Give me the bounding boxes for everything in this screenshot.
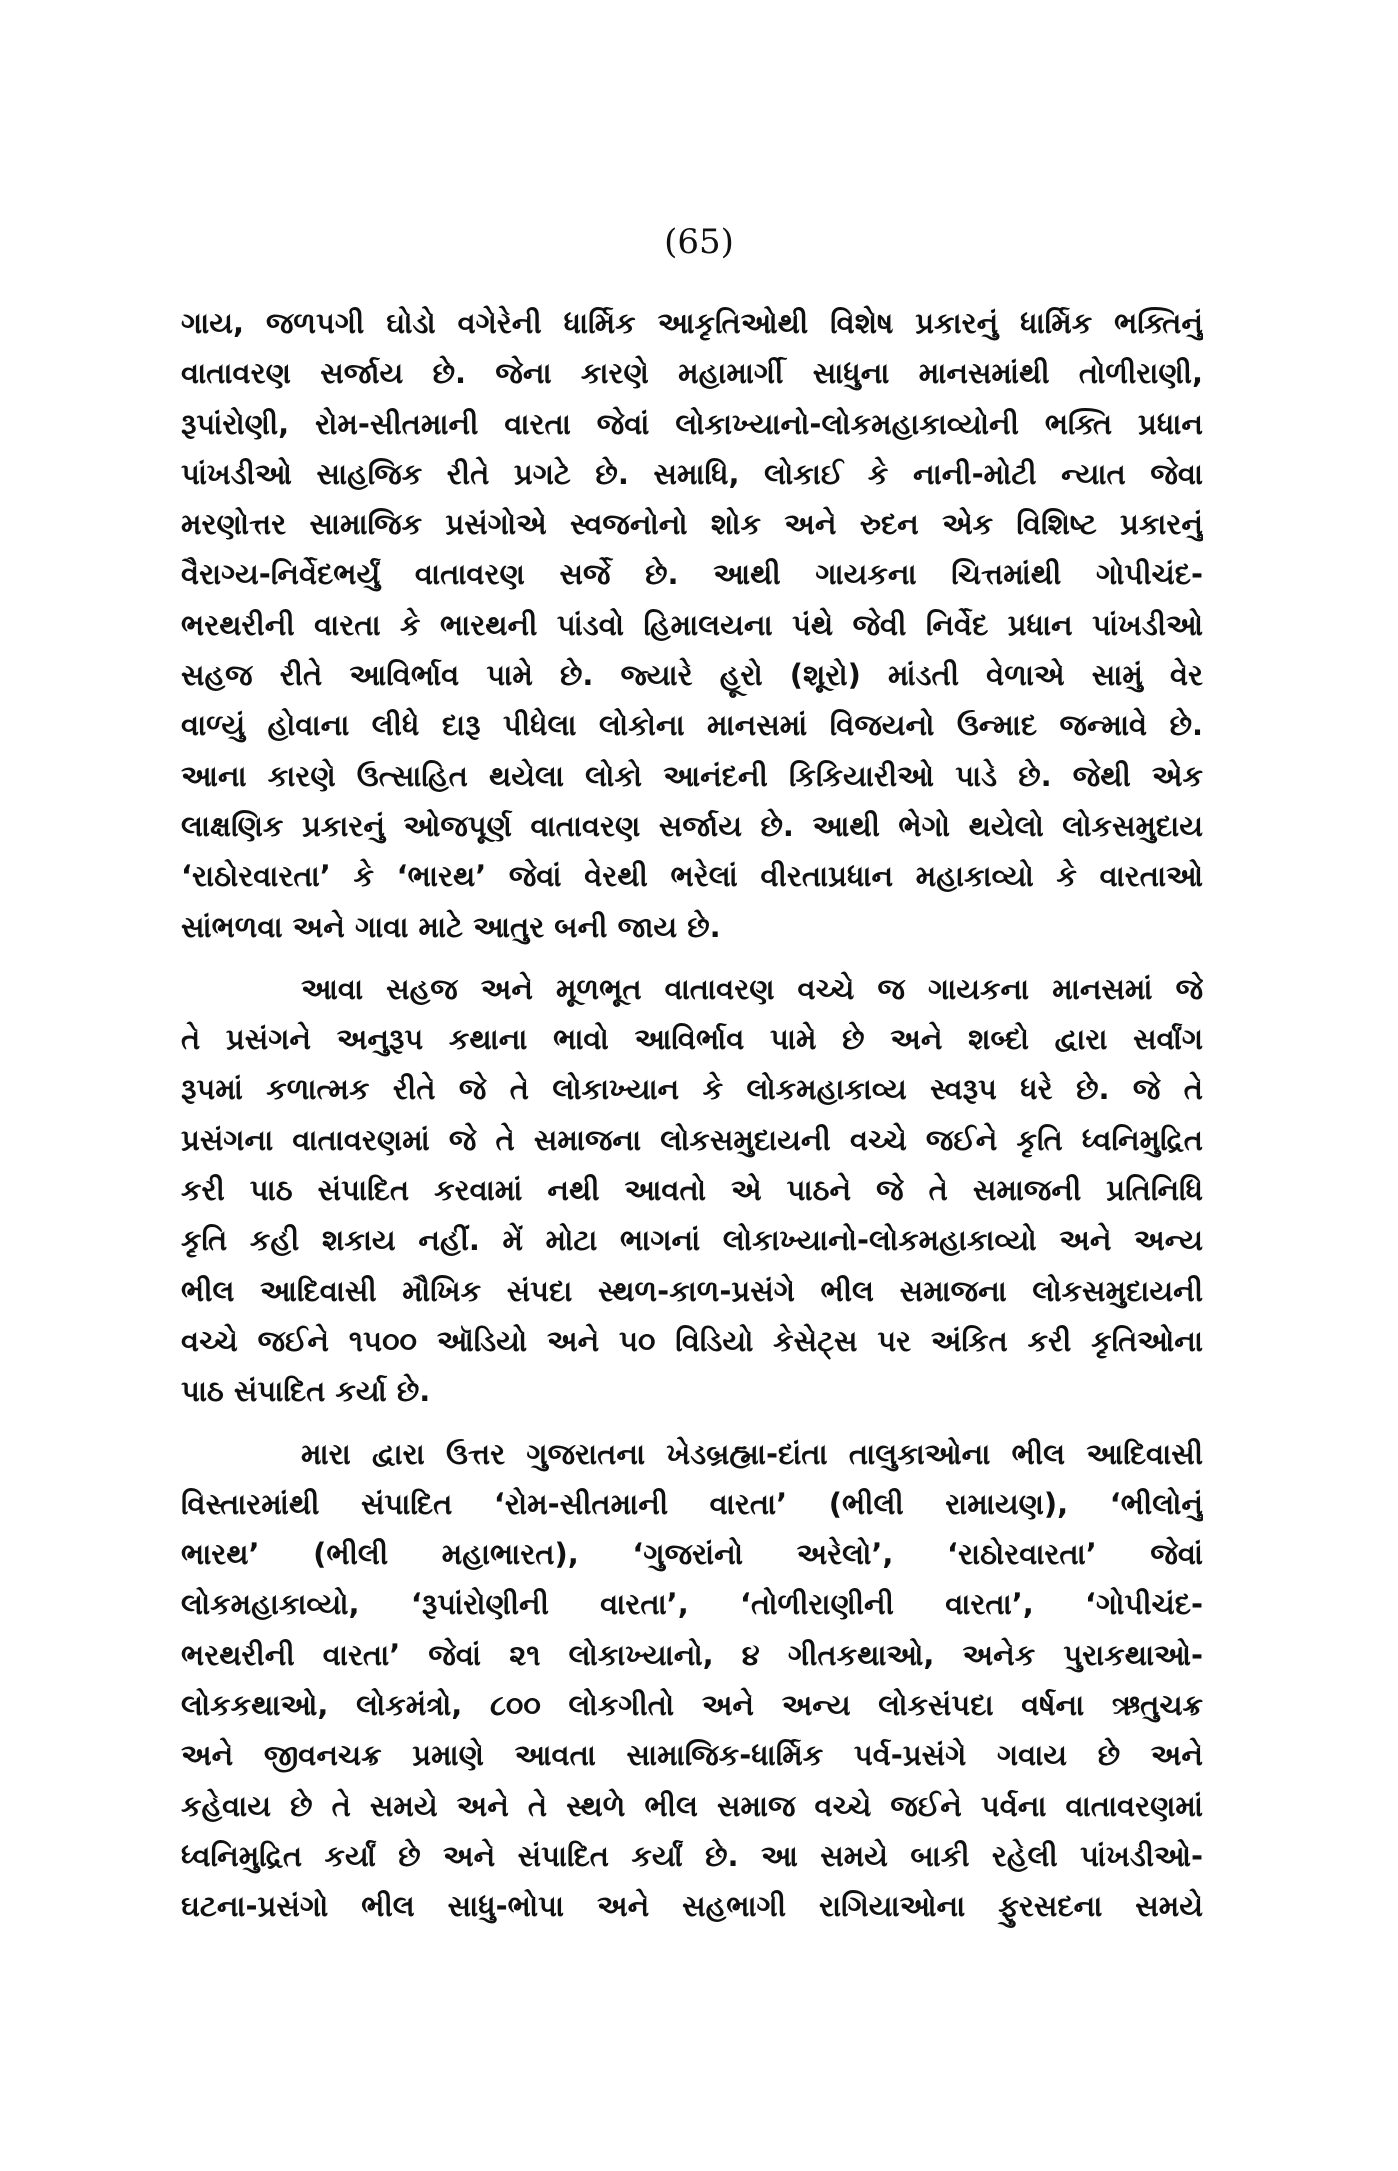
paragraph-line: ભીલ આદિવાસી મૌખિક સંપદા સ્થળ-કાળ-પ્રસંગે ભીલ સમાજના લોકસમુદાયની	[181, 1273, 1203, 1308]
paragraph-line: ભરથરીની વારતા’ જેવાં ૨૧ લોકાખ્યાનો, ૪ ગીતકથાઓ, અનેક પુરાકથાઓ-	[181, 1637, 1203, 1672]
paragraph-line: પ્રસંગના વાતાવરણમાં જે તે સમાજના લોકસમુદાયની વચ્ચે જઈને કૃતિ ધ્વનિમુદ્રિત	[181, 1122, 1203, 1157]
paragraph-line: કરી પાઠ સંપાદિત કરવામાં નથી આવતો એ પાઠને જે તે સમાજની પ્રતિનિધિ	[181, 1173, 1203, 1208]
paragraph-line: ઘટના-પ્રસંગો ભીલ સાધુ-ભોપા અને સહભાગી રાગિયાઓના ફુરસદના સમયે	[181, 1889, 1203, 1924]
paragraph-3	[181, 1429, 1203, 1932]
paragraph-line: આવા સહજ અને મૂળભૂત વાતાવરણ વચ્ચે જ ગાયકના માનસમાં જે	[301, 971, 1203, 1006]
paragraph-line: સાંભળવા અને ગાવા માટે આતુર બની જાય છે.	[181, 909, 721, 944]
page-body	[181, 298, 1203, 1932]
page-number: (65)	[664, 222, 734, 262]
paragraph-line: તે પ્રસંગને અનુરૂપ કથાના ભાવો આવિર્ભાવ પામે છે અને શબ્દો દ્વારા સર્વાંગ	[181, 1022, 1203, 1057]
paragraph-line: વચ્ચે જઈને ૧૫૦૦ ઑડિયો અને ૫૦ વિડિયો કેસેટ્સ પર અંકિત કરી કૃતિઓના	[181, 1323, 1203, 1358]
paragraph-line: રૂપાંરોણી, રોમ-સીતમાની વારતા જેવાં લોકાખ્યાનો-લોકમહાકાવ્યોની ભક્તિ પ્રધાન	[181, 406, 1203, 441]
paragraph-line: ભરથરીની વારતા કે ભારથની પાંડવો હિમાલયના પંથે જેવી નિર્વેદ પ્રધાન પાંખડીઓ	[181, 607, 1203, 642]
paragraph-line: આના કારણે ઉત્સાહિત થયેલા લોકો આનંદની કિકિયારીઓ પાડે છે. જેથી એક	[181, 758, 1203, 793]
paragraph-line: લોકકથાઓ, લોકમંત્રો, ૮૦૦ લોકગીતો અને અન્ય લોકસંપદા વર્ષના ઋતુચક્ર	[181, 1688, 1203, 1723]
paragraph-line: લોકમહાકાવ્યો, ‘રૂપાંરોણીની વારતા’, ‘તોળીરાણીની વારતા’, ‘ગોપીચંદ-	[181, 1587, 1203, 1622]
paragraph-line: લાક્ષણિક પ્રકારનું ઓજપૂર્ણ વાતાવરણ સર્જાય છે. આથી ભેગો થયેલો લોકસમુદાય	[181, 808, 1203, 843]
paragraph-line: પાંખડીઓ સાહજિક રીતે પ્રગટે છે. સમાધિ, લોકાઈ કે નાની-મોટી ન્યાત જેવા	[181, 456, 1203, 491]
paragraph-line: વૈરાગ્ય-નિર્વેદભર્યું વાતાવરણ સર્જે છે. આથી ગાયકના ચિત્તમાંથી ગોપીચંદ-	[181, 557, 1203, 592]
paragraph-line: વિસ્તારમાંથી સંપાદિત ‘રોમ-સીતમાની વારતા’ (ભીલી રામાયણ), ‘ભીલોનું	[181, 1486, 1203, 1521]
paragraph-line: ધ્વનિમુદ્રિત કર્યાં છે અને સંપાદિત કર્યાં છે. આ સમયે બાકી રહેલી પાંખડીઓ-	[181, 1838, 1203, 1873]
paragraph-line: મરણોત્તર સામાજિક પ્રસંગોએ સ્વજનોનો શોક અને રુદન એક વિશિષ્ટ પ્રકારનું	[181, 507, 1203, 542]
paragraph-line: ગાય, જળપગી ઘોડો વગેરેની ધાર્મિક આકૃતિઓથી વિશેષ પ્રકારનું ધાર્મિક ભક્તિનું	[181, 306, 1203, 340]
paragraph-line: ભારથ’ (ભીલી મહાભારત), ‘ગુજરાંનો અરેલો’, ‘રાઠોરવારતા’ જેવાં	[181, 1537, 1203, 1572]
paragraph-line: રૂપમાં કળાત્મક રીતે જે તે લોકાખ્યાન કે લોકમહાકાવ્ય સ્વરૂપ ધરે છે. જે તે	[181, 1072, 1203, 1107]
paragraph-line: ‘રાઠોરવારતા’ કે ‘ભારથ’ જેવાં વેરથી ભરેલાં વીરતાપ્રધાન મહાકાવ્યો કે વારતાઓ	[181, 859, 1203, 894]
paragraph-line: પાઠ સંપાદિત કર્યા છે.	[181, 1374, 431, 1409]
paragraph-1	[181, 298, 1203, 952]
paragraph-line: વાળ્યું હોવાના લીધે દારૂ પીધેલા લોકોના માનસમાં વિજયનો ઉન્માદ જન્માવે છે.	[181, 708, 1203, 743]
paragraph-line: કહેવાય છે તે સમયે અને તે સ્થળે ભીલ સમાજ વચ્ચે જઈને પર્વના વાતાવરણમાં	[181, 1788, 1203, 1823]
paragraph-2	[181, 964, 1203, 1417]
paragraph-line: કૃતિ કહી શકાય નહીં. મેં મોટા ભાગનાં લોકાખ્યાનો-લોકમહાકાવ્યો અને અન્ય	[181, 1223, 1203, 1258]
paragraph-line: મારા દ્વારા ઉત્તર ગુજરાતના ખેડબ્રહ્મા-દાંતા તાલુકાઓના ભીલ આદિવાસી	[301, 1436, 1203, 1471]
paragraph-line: વાતાવરણ સર્જાય છે. જેના કારણે મહામાર્ગી સાધુના માનસમાંથી તોળીરાણી,	[181, 356, 1203, 391]
paragraph-line: સહજ રીતે આવિર્ભાવ પામે છે. જ્યારે હૂરો (શૂરો) માંડતી વેળાએ સામું વેર	[181, 658, 1203, 693]
paragraph-line: અને જીવનચક્ર પ્રમાણે આવતા સામાજિક-ધાર્મિક પર્વ-પ્રસંગે ગવાય છે અને	[181, 1738, 1203, 1773]
